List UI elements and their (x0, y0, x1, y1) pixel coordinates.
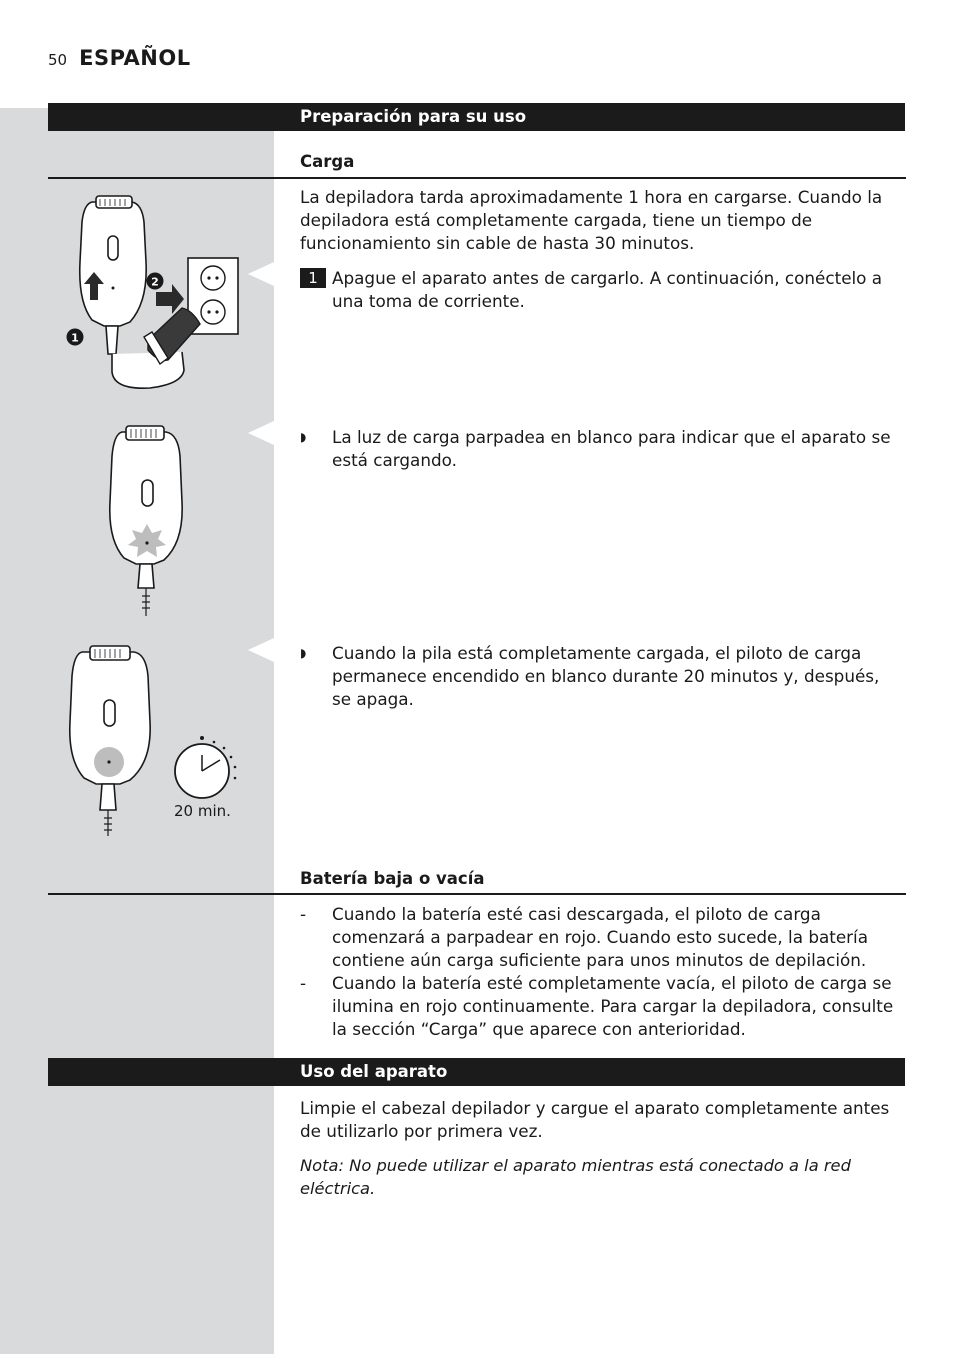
bullet-charging-light (300, 426, 900, 472)
bullet-icon: ◗ (300, 646, 307, 660)
pointer-arrow (248, 638, 274, 662)
section-title: Preparación para su uso (300, 107, 527, 126)
usage-intro: Limpie el cabezal depilador y cargue el aparato completamente antes de utilizarlo por primera vez. (300, 1098, 890, 1141)
subheading-low-battery: Batería baja o vacía (300, 869, 485, 888)
step-1 (300, 267, 904, 313)
bullet-text: La luz de carga parpadea en blanco para indicar que el aparato se está cargando. (332, 427, 891, 470)
illustration-plug-in (60, 192, 250, 402)
usage-note: Nota: No puede utilizar el aparato mientras está conectado a la red eléctrica. (300, 1156, 851, 1198)
heading-rule (48, 177, 906, 179)
timer-label: 20 min. (174, 802, 231, 820)
bullet-icon: ◗ (300, 430, 307, 444)
step-number: 1 (300, 268, 326, 288)
section-bar-preparation (48, 103, 905, 131)
subheading-charging: Carga (300, 152, 355, 171)
page-header (48, 46, 191, 70)
charging-intro: La depiladora tarda aproximadamente 1 hora en cargarse. Cuando la depiladora está completamente cargada, tiene un tiempo de funcionamiento sin cable de hasta 30 minutos. (300, 187, 883, 253)
language-title: ESPAÑOL (79, 46, 191, 70)
dash-marker: - (300, 904, 307, 924)
list-item (300, 903, 900, 972)
bullet-text: Cuando la pila está completamente cargada, el piloto de carga permanece encendido en blanco durante 20 minutos y, después, se apaga. (332, 643, 880, 709)
bullet-fully-charged (300, 642, 900, 711)
section-bar-usage (48, 1058, 905, 1086)
illustration-charging-light (100, 420, 210, 620)
list-item-text: Cuando la batería esté casi descargada, el piloto de carga comenzará a parpadear en rojo. Cuando esto sucede, la batería contiene aún carga suficiente para unos minutos de depilación. (332, 904, 868, 970)
pointer-arrow (248, 421, 274, 445)
heading-rule (48, 893, 906, 895)
callout-2: 2 (151, 275, 159, 289)
list-item-text: Cuando la batería esté completamente vacía, el piloto de carga se ilumina en rojo continuamente. Para cargar la depiladora, consulte la sección “Carga” que aparece con anterioridad. (332, 973, 894, 1039)
step-text: Apague el aparato antes de cargarlo. A continuación, conéctelo a una toma de corriente. (332, 268, 883, 311)
page-number: 50 (48, 51, 68, 69)
callout-1: 1 (71, 331, 79, 345)
section-title: Uso del aparato (300, 1062, 448, 1081)
list-item (300, 972, 900, 1041)
pointer-arrow (248, 262, 274, 286)
dash-marker: - (300, 973, 307, 993)
low-battery-list (300, 903, 900, 1041)
